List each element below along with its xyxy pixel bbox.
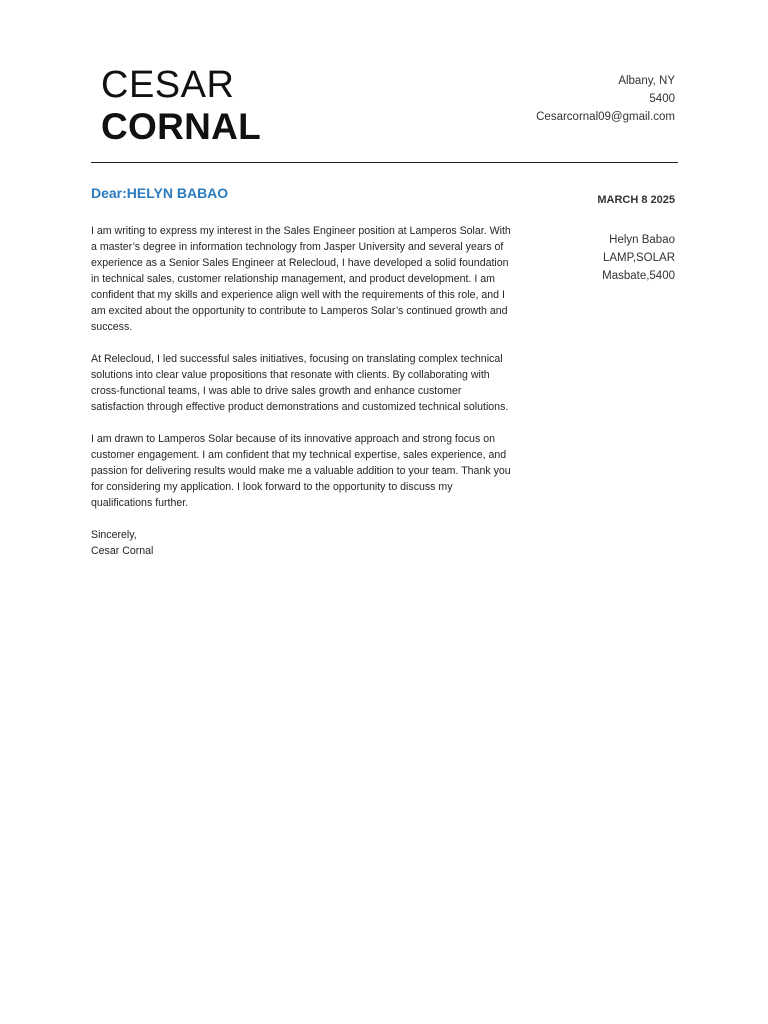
contact-zip: 5400 bbox=[649, 93, 675, 105]
closing-text: Sincerely, bbox=[91, 529, 137, 541]
body-paragraph: I am drawn to Lamperos Solar because of its innovative approach and strong focus on customer engagement. I am confident that my technical expertise, sales experience, and passion for delivering results would make me a valuable addition to your team. Thank you for considering my application. I look forward to the opportunity to discuss my qualifications further. bbox=[91, 433, 511, 509]
header-divider bbox=[91, 162, 678, 163]
recipient-location: Masbate,5400 bbox=[602, 270, 675, 282]
first-name: CESAR bbox=[101, 64, 235, 106]
signature-name: Cesar Cornal bbox=[91, 545, 154, 557]
contact-email[interactable]: Cesarcornal09@gmail.com bbox=[536, 111, 675, 123]
body-paragraph: I am writing to express my interest in the Sales Engineer position at Lamperos Solar. With a master’s degree in information technology from Jasper University and several years of experience as a Senior Sales Engineer at Relecloud, I have developed a solid foundation in technical sales, customer relationship management, and product development. I am confident that my skills and experience align well with the requirements of this role, and I am excited about the opportunity to contribute to Lamperos Solar’s continued growth and success. bbox=[91, 225, 511, 333]
body-paragraph: At Relecloud, I led successful sales initiatives, focusing on translating complex technical solutions into clear value propositions that resonate with clients. By collaborating with cross-functional teams, I was able to drive sales growth and enhance customer satisfaction through effective product demonstrations and customized technical solutions. bbox=[91, 353, 509, 413]
recipient-block bbox=[602, 231, 675, 285]
salutation: Dear:HELYN BABAO bbox=[91, 185, 229, 201]
contact-address: Albany, NY bbox=[618, 75, 675, 87]
recipient-company: LAMP,SOLAR bbox=[602, 252, 675, 264]
contact-info bbox=[536, 72, 675, 126]
recipient-name: Helyn Babao bbox=[609, 234, 675, 246]
letter-date: MARCH 8 2025 bbox=[597, 194, 675, 206]
letter-body bbox=[91, 223, 511, 559]
last-name: CORNAL bbox=[101, 106, 262, 147]
closing-block bbox=[91, 527, 511, 559]
name-heading bbox=[101, 66, 261, 145]
